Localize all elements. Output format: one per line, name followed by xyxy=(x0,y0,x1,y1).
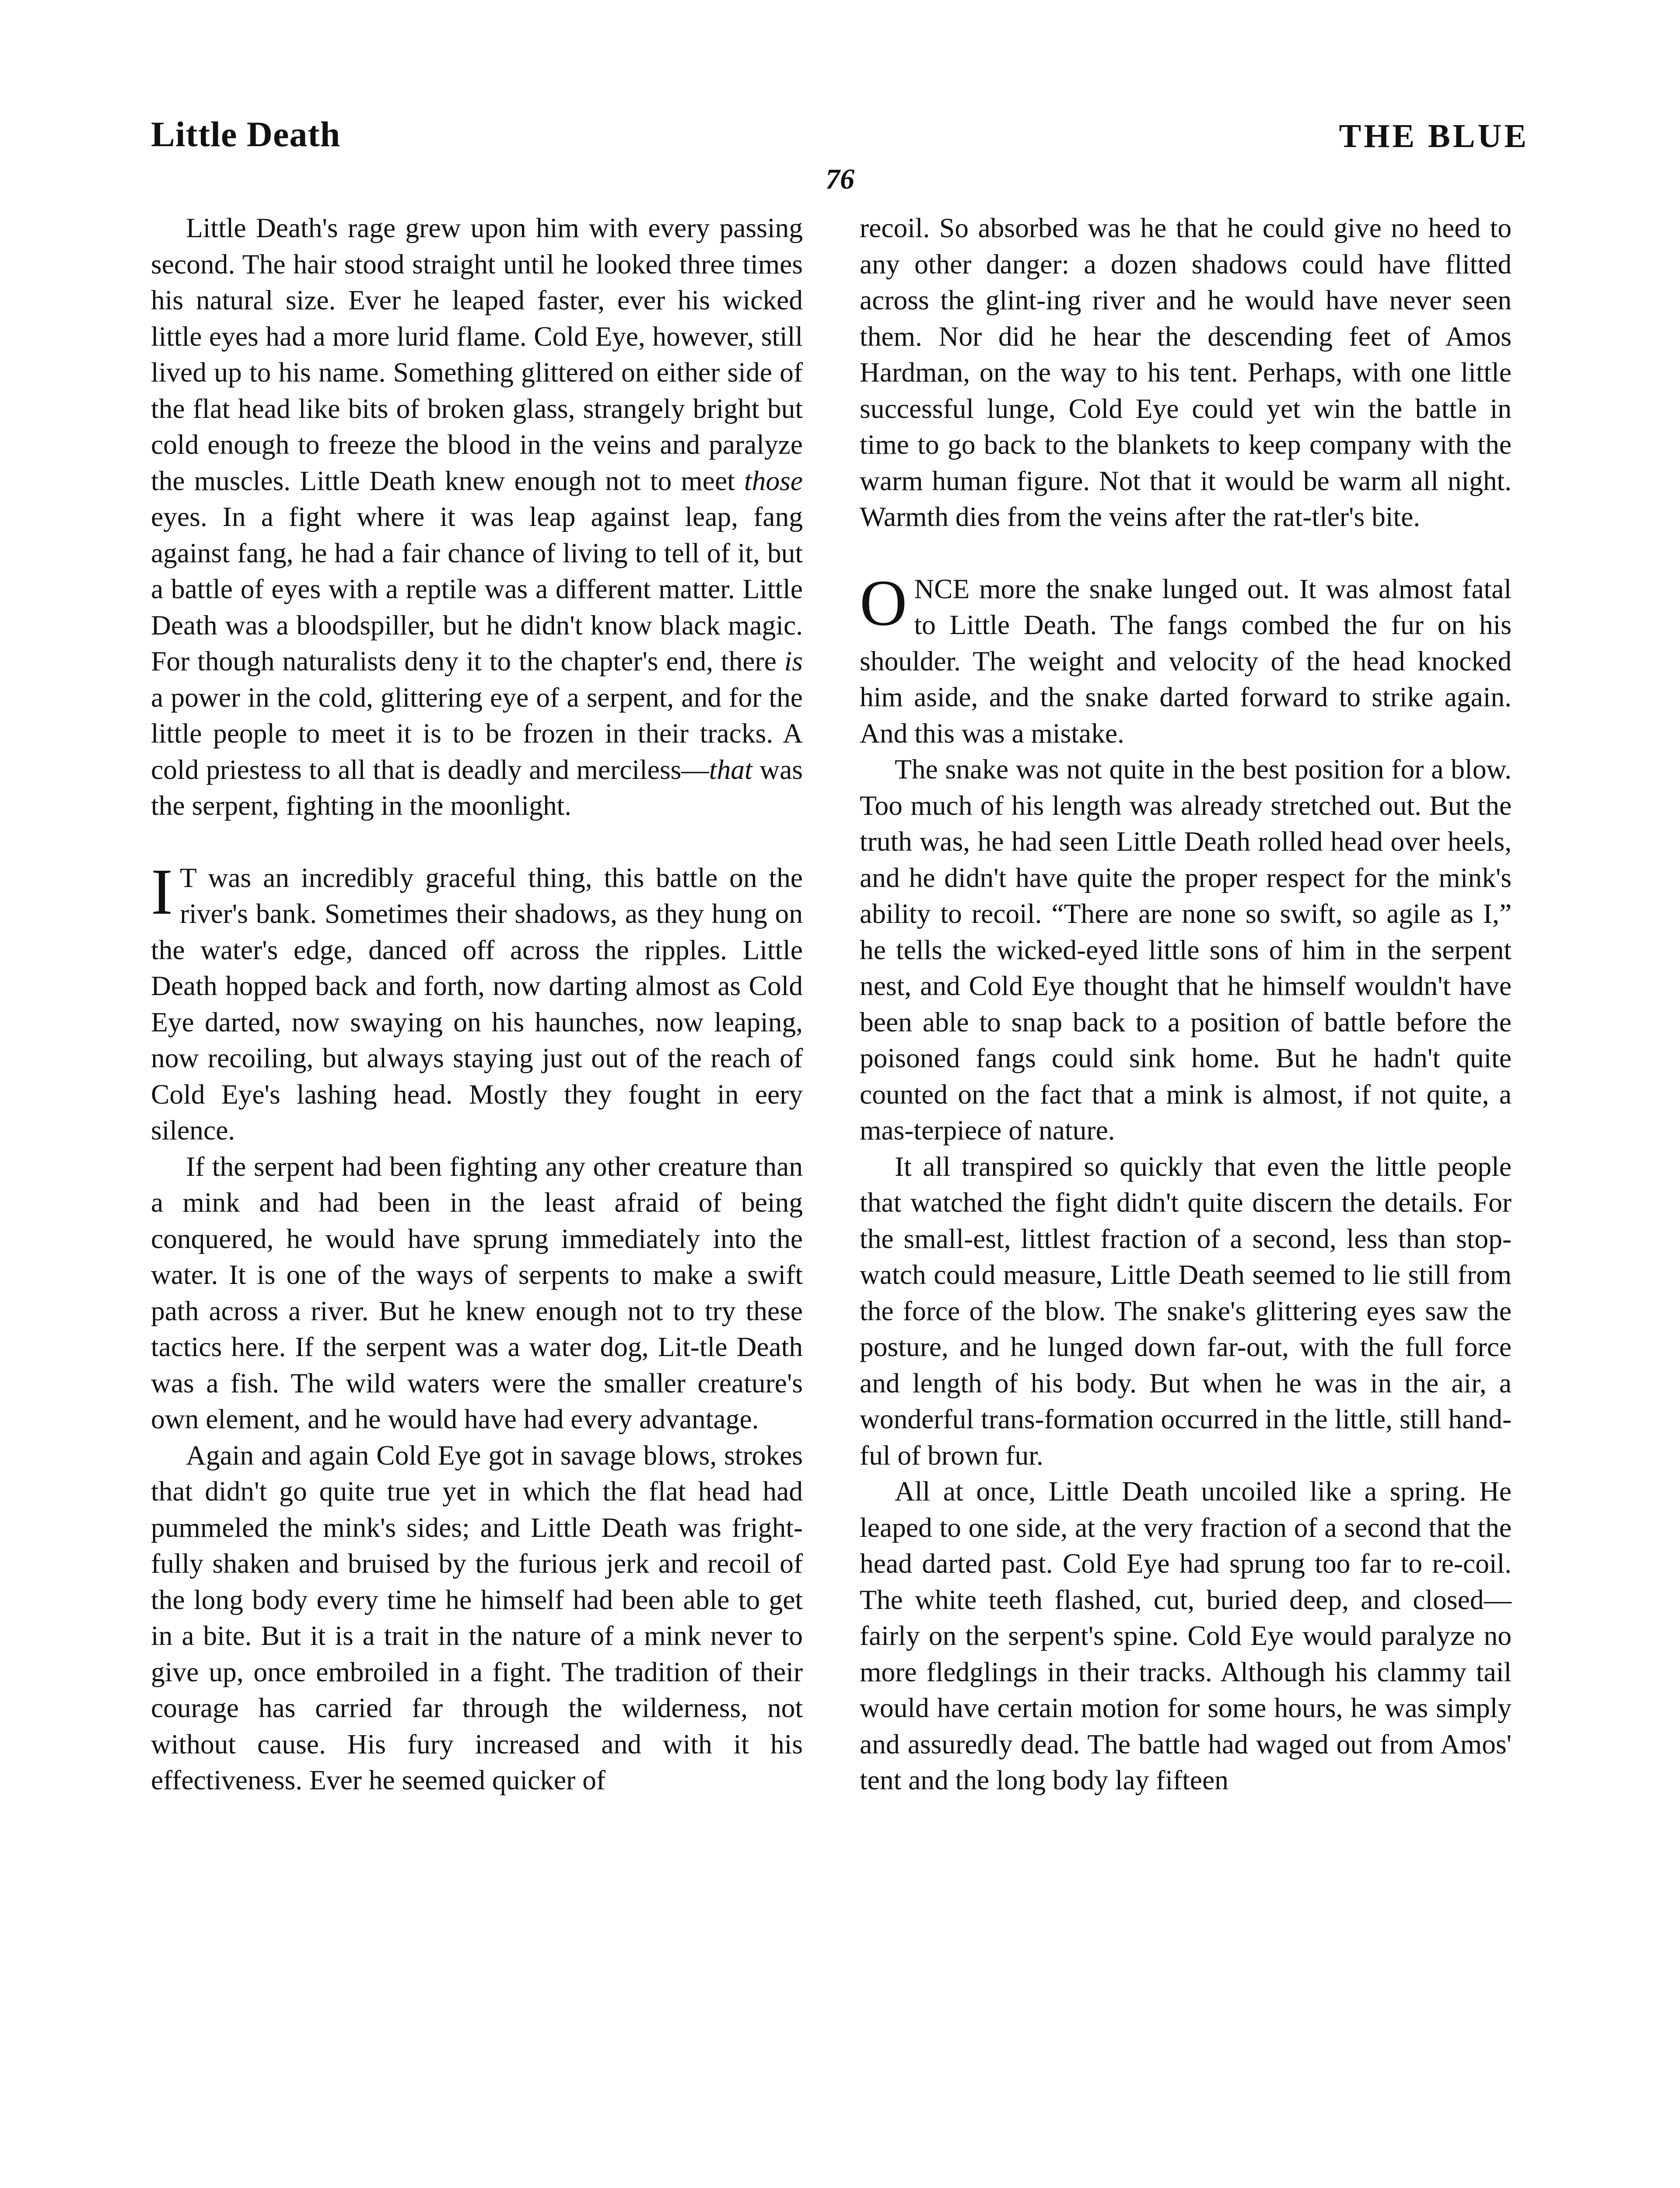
story-title: Little Death xyxy=(151,114,341,154)
paragraph-text: If the serpent had been fighting any other creature than a mink and had been in the least afraid of being conquered, he would have sprung immediately into the water. It is one of the ways of serpents to make a swift path across a river. But he knew enough not to try these tactics here. If the serpent was a water dog, Lit-tle Death was a fish. The wild waters were the smaller creature's own element, and he would have had every advantage. xyxy=(151,1150,803,1434)
paragraph xyxy=(860,1473,1512,1799)
paragraph-text: a power in the cold, glittering eye of a serpent, and for the little people to meet it is to be frozen in their tracks. A cold priestess to all that is deadly and merciless— xyxy=(151,681,803,785)
paragraph-text: was the serpent, fighting in the moonlight. xyxy=(151,754,803,821)
paragraph xyxy=(860,1149,1512,1474)
paragraph-text: T was an incredibly graceful thing, this battle on the river's bank. Sometimes their shadows, as they hung on the water's edge, danced off across the ripples. Little Death hopped back and forth, now darting almost as Cold Eye darted, now swaying on his haunches, now leaping, now recoiling, but always staying just out of the reach of Cold Eye's lashing head. Mostly they fought in eery silence. xyxy=(151,862,803,1146)
magazine-title: THE BLUE xyxy=(1339,118,1529,154)
paragraph-text: It all transpired so quickly that even the little people that watched the fight didn't quite discern the details. For the small-est, littlest fraction of a second, less than stop-watch could measure, Little Death seemed to lie still from the force of the blow. The snake's glittering eyes saw the posture, and he lunged down far-out, with the full force and length of his body. But when he was in the air, a wonderful trans-formation occurred in the little, still hand-ful of brown fur. xyxy=(860,1150,1512,1471)
paragraph-text: All at once, Little Death uncoiled like a spring. He leaped to one side, at the very fraction of a second that the head darted past. Cold Eye had sprung too far to re-coil. The white teeth flashed, cut, buried deep, and closed—fairly on the serpent's spine. Cold Eye would paralyze no more fledglings in their tracks. Although his clammy tail would have certain motion for some hours, he was simply and assuredly dead. The battle had waged out from Amos' tent and the long body lay fifteen xyxy=(860,1476,1512,1795)
paragraph xyxy=(151,1438,803,1799)
paragraph-text: Again and again Cold Eye got in savage blows, strokes that didn't go quite true yet in which the flat head had pummeled the mink's sides; and Little Death was fright-fully shaken and bruised by the furious jerk and recoil of the long body every time he himself had been able to get in a bite. But it is a trait in the nature of a mink never to give up, once embroiled in a fight. The tradition of their courage has carried far through the wilderness, not without cause. His fury increased and with it his effectiveness. Ever he seemed quicker of xyxy=(151,1439,803,1795)
emphasis: those xyxy=(744,465,803,496)
paragraph-text: recoil. So absorbed was he that he could give no heed to any other danger: a dozen shadows could have flitted across the glint-ing river and he would have never seen them. Nor did he hear the descending feet of Amos Hardman, on the way to his tent. Perhaps, with one little successful lunge, Cold Eye could yet win the battle in time to go back to the blankets to keep company with the warm human figure. Not that it would be warm all night. Warmth dies from the veins after the rat-tler's bite. xyxy=(860,212,1512,532)
paragraph-text: The snake was not quite in the best position for a blow. Too much of his length was already stretched out. But the truth was, he had seen Little Death rolled head over heels, and he didn't have quite the proper respect for the mink's ability to recoil. “There are none so swift, so agile as I,” he tells the wicked-eyed little sons of him in the serpent nest, and Cold Eye thought that he himself wouldn't have been able to snap back to a position of battle before the poisoned fangs could sink home. But he hadn't quite counted on the fact that a mink is almost, if not quite, a mas-terpiece of nature. xyxy=(860,754,1512,1146)
paragraph xyxy=(860,210,1512,535)
drop-cap: O xyxy=(860,566,907,639)
section-paragraph xyxy=(151,855,803,1149)
right-column xyxy=(860,210,1512,1799)
page-number: 76 xyxy=(826,163,854,195)
paragraph-text: eyes. In a fight where it was leap against leap, fang against fang, he had a fair chance of living to tell of it, but a battle of eyes with a reptile was a different matter. Little Death was a bloodspiller, but he didn't know black magic. For though naturalists deny it to the chapter's end, there xyxy=(151,501,803,677)
section-paragraph xyxy=(860,566,1512,752)
drop-cap: I xyxy=(151,855,173,928)
left-column xyxy=(151,210,803,1799)
paragraph xyxy=(151,210,803,824)
paragraph xyxy=(860,751,1512,1149)
paragraph-text: Little Death's rage grew upon him with every passing second. The hair stood straight until he looked three times his natural size. Ever he leaped faster, ever his wicked little eyes had a more lurid flame. Cold Eye, however, still lived up to his name. Something glittered on either side of the flat head like bits of broken glass, strangely bright but cold enough to freeze the blood in the veins and paralyze the muscles. Little Death knew enough not to meet xyxy=(151,212,803,496)
emphasis: that xyxy=(709,754,752,785)
emphasis: is xyxy=(784,645,803,677)
paragraph xyxy=(151,1149,803,1438)
paragraph-text: NCE more the snake lunged out. It was almost fatal to Little Death. The fangs combed the fur on his shoulder. The weight and velocity of the head knocked him aside, and the snake darted forward to strike again. And this was a mistake. xyxy=(860,573,1512,749)
